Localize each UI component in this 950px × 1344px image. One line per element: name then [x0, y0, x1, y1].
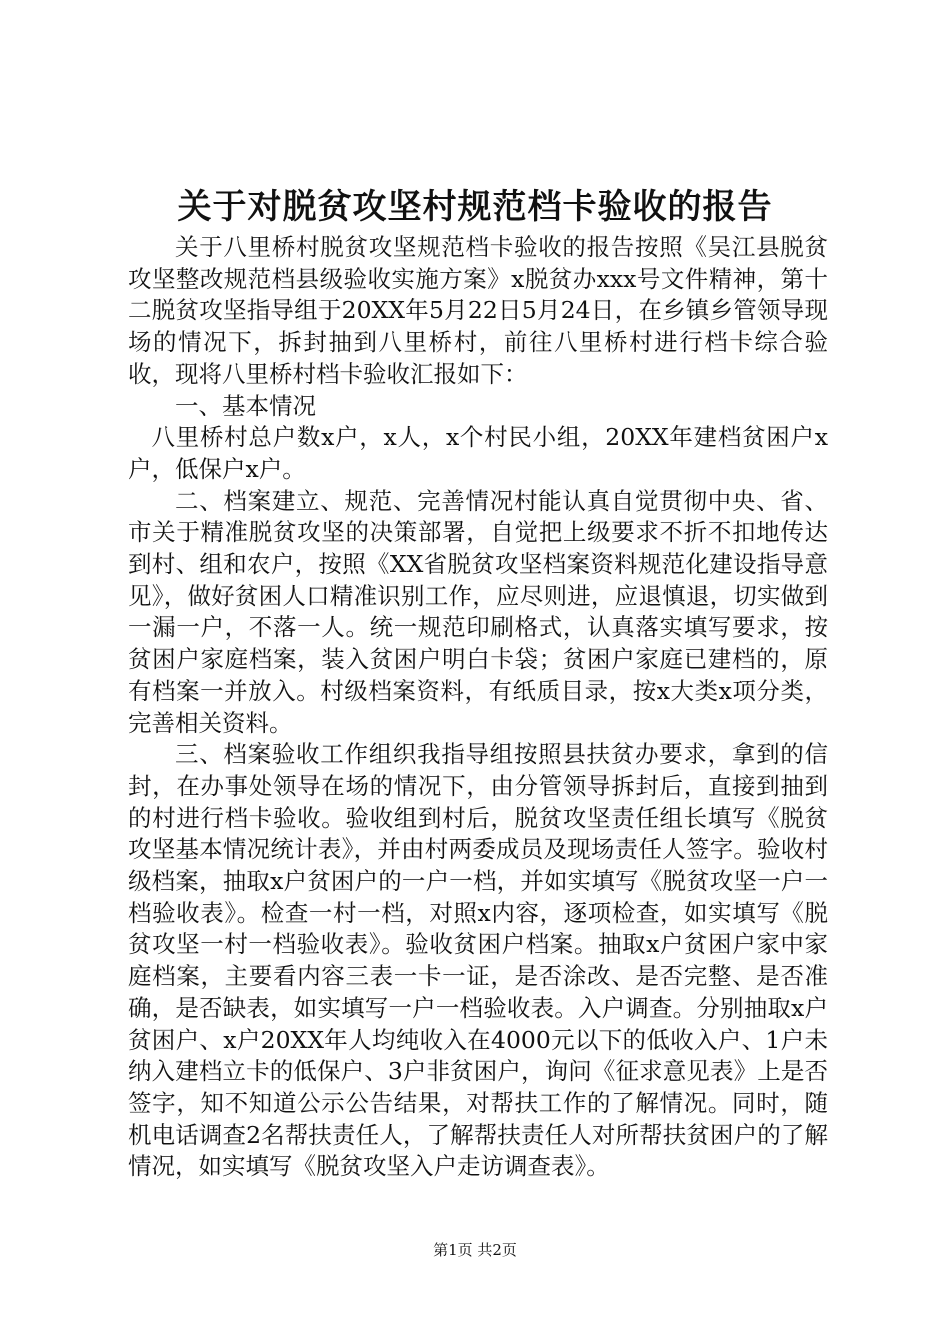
page-footer: 第1页 共2页: [433, 1241, 517, 1259]
paragraph-basic-info: 八里桥村总户数x户，x人，x个村民小组，20XX年建档贫困户x户，低保户x户。: [128, 423, 828, 483]
paragraph-intro: 关于八里桥村脱贫攻坚规范档卡验收的报告按照《吴江县脱贫攻坚整改规范档县级验收实施方案》x脱贫办xxx号文件精神，第十二脱贫攻坚指导组于20XX年5月22日5月24日，在乡镇乡管领导现场的情况下，拆封抽到八里桥村，前往八里桥村进行档卡综合验收，现将八里桥村档卡验收汇报如下：: [128, 233, 828, 388]
section-heading-basic-info: 一、基本情况: [175, 391, 316, 420]
document-title: 关于对脱贫攻坚村规范档卡验收的报告: [177, 187, 773, 227]
document-body: [128, 232, 828, 1183]
paragraph-archive-building: 二、档案建立、规范、完善情况村能认真自觉贯彻中央、省、市关于精准脱贫攻坚的决策部署，自觉把上级要求不折不扣地传达到村、组和农户，按照《XX省脱贫攻坚档案资料规范化建设指导意见》，做好贫困人口精准识别工作，应尽则进，应退慎退，切实做到一漏一户，不落一人。统一规范印刷格式，认真落实填写要求，按贫困户家庭档案，装入贫困户明白卡袋；贫困户家庭已建档的，原有档案一并放入。村级档案资料，有纸质目录，按x大类x项分类，完善相关资料。: [128, 486, 828, 737]
paragraph-archive-acceptance: 三、档案验收工作组织我指导组按照县扶贫办要求，拿到的信封，在办事处领导在场的情况下，由分管领导拆封后，直接到抽到的村进行档卡验收。验收组到村后，脱贫攻坚责任组长填写《脱贫攻坚基本情况统计表》，并由村两委成员及现场责任人签字。验收村级档案，抽取x户贫困户的一户一档，并如实填写《脱贫攻坚一户一档验收表》。检查一村一档，对照x内容，逐项检查，如实填写《脱贫攻坚一村一档验收表》。验收贫困户档案。抽取x户贫困户家中家庭档案，主要看内容三表一卡一证，是否涂改、是否完整、是否准确，是否缺表，如实填写一户一档验收表。入户调查。分别抽取x户贫困户、x户20XX年人均纯收入在4000元以下的低收入户、1户未纳入建档立卡的低保户、3户非贫困户，询问《征求意见表》上是否签字，知不知道公示公告结果，对帮扶工作的了解情况。同时，随机电话调查2名帮扶责任人，了解帮扶责任人对所帮扶贫困户的了解情况，如实填写《脱贫攻坚入户走访调查表》。: [128, 740, 828, 1181]
